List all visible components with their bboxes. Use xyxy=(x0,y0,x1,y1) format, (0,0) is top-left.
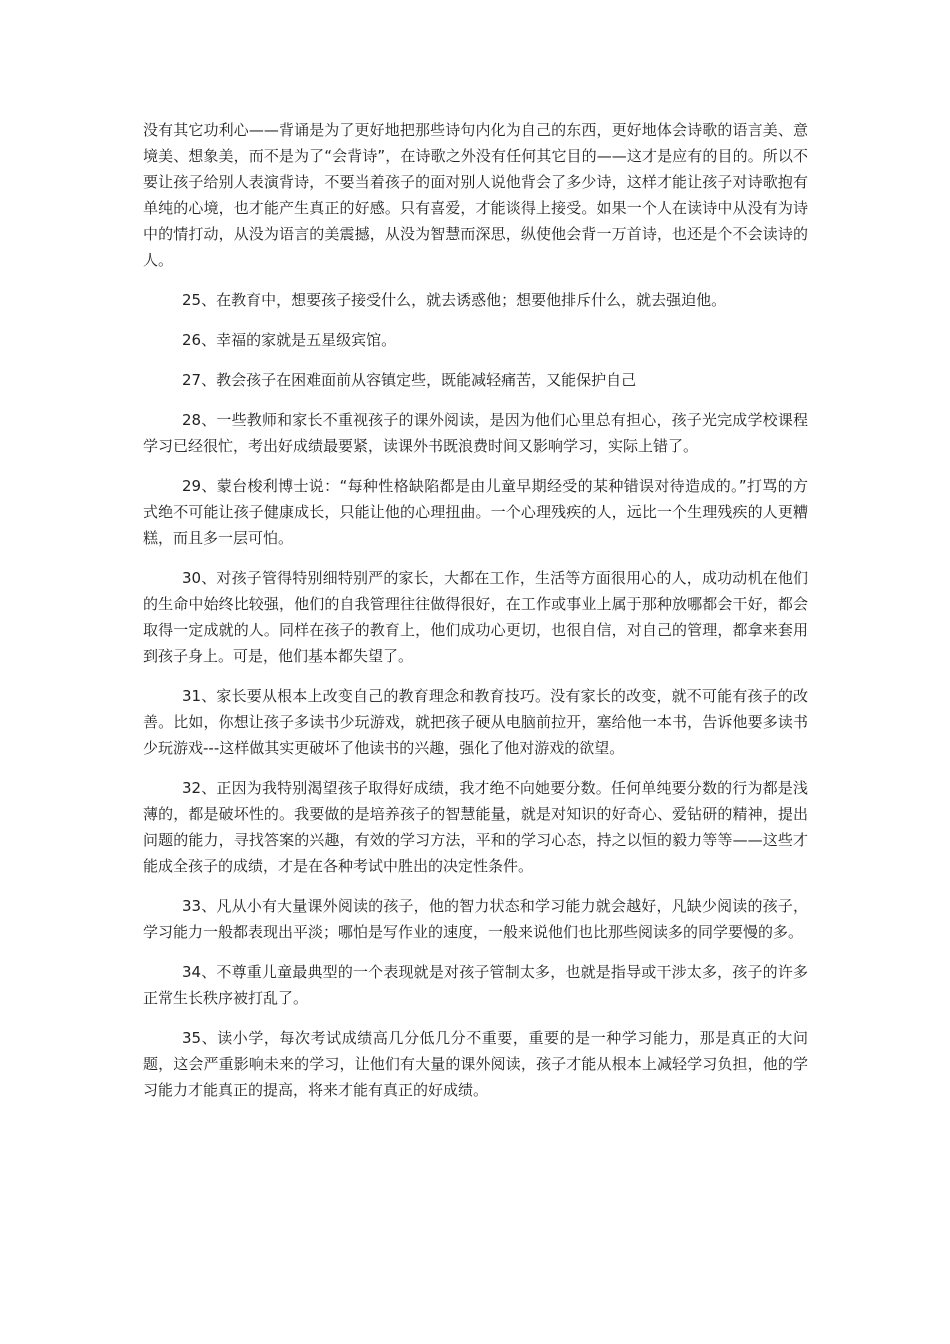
paragraph-34: 34、不尊重儿童最典型的一个表现就是对孩子管制太多，也就是指导或干涉太多，孩子的许多正常生长秩序被打乱了。 xyxy=(143,963,808,1007)
paragraph-35: 35、读小学，每次考试成绩高几分低几分不重要，重要的是一种学习能力，那是真正的大问题，这会严重影响未来的学习，让他们有大量的课外阅读，孩子才能从根本上减轻学习负担，他的学习能力才能真正的提高，将来才能有真正的好成绩。 xyxy=(143,1029,808,1099)
paragraph-33: 33、凡从小有大量课外阅读的孩子，他的智力状态和学习能力就会越好，凡缺少阅读的孩子，学习能力一般都表现出平淡；哪怕是写作业的速度，一般来说他们也比那些阅读多的同学要慢的多。 xyxy=(143,897,808,941)
paragraph-31: 31、家长要从根本上改变自己的教育理念和教育技巧。没有家长的改变，就不可能有孩子的改善。比如，你想让孩子多读书少玩游戏，就把孩子硬从电脑前拉开，塞给他一本书，告诉他要多读书少玩游戏---这样做其实更破坏了他读书的兴趣，强化了他对游戏的欲望。 xyxy=(143,687,808,757)
document-page xyxy=(143,117,808,1117)
paragraph-29: 29、蒙台梭利博士说：“每种性格缺陷都是由儿童早期经受的某种错误对待造成的。”打骂的方式绝不可能让孩子健康成长，只能让他的心理扭曲。一个心理残疾的人，远比一个生理残疾的人更糟糕，而且多一层可怕。 xyxy=(143,477,808,547)
paragraph-27: 27、教会孩子在困难面前从容镇定些，既能减轻痛苦，又能保护自己 xyxy=(182,371,637,389)
paragraph-intro-continuation: 没有其它功利心——背诵是为了更好地把那些诗句内化为自己的东西，更好地体会诗歌的语言美、意境美、想象美，而不是为了“会背诗”，在诗歌之外没有任何其它目的——这才是应有的目的。所以不要让孩子给别人表演背诗，不要当着孩子的面对别人说他背会了多少诗，这样才能让孩子对诗歌抱有单纯的心境，也才能产生真正的好感。只有喜爱，才能谈得上接受。如果一个人在读诗中从没有为诗中的情打动，从没为语言的美震撼，从没为智慧而深思，纵使他会背一万首诗，也还是个不会读诗的人。 xyxy=(143,121,808,269)
paragraph-25: 25、在教育中，想要孩子接受什么，就去诱惑他；想要他排斥什么，就去强迫他。 xyxy=(182,291,727,309)
paragraph-28: 28、一些教师和家长不重视孩子的课外阅读，是因为他们心里总有担心，孩子光完成学校课程学习已经很忙，考出好成绩最要紧，读课外书既浪费时间又影响学习，实际上错了。 xyxy=(143,411,808,455)
paragraph-30: 30、对孩子管得特别细特别严的家长，大都在工作，生活等方面很用心的人，成功动机在他们的生命中始终比较强，他们的自我管理往往做得很好，在工作或事业上属于那种放哪都会干好，都会取得一定成就的人。同样在孩子的教育上，他们成功心更切，也很自信，对自己的管理，都拿来套用到孩子身上。可是，他们基本都失望了。 xyxy=(143,569,808,665)
paragraph-32: 32、正因为我特别渴望孩子取得好成绩，我才绝不向她要分数。任何单纯要分数的行为都是浅薄的，都是破坏性的。我要做的是培养孩子的智慧能量，就是对知识的好奇心、爱钻研的精神，提出问题的能力，寻找答案的兴趣，有效的学习方法，平和的学习心态，持之以恒的毅力等等——这些才能成全孩子的成绩，才是在各种考试中胜出的决定性条件。 xyxy=(143,779,808,875)
paragraph-26: 26、幸福的家就是五星级宾馆。 xyxy=(182,331,397,349)
